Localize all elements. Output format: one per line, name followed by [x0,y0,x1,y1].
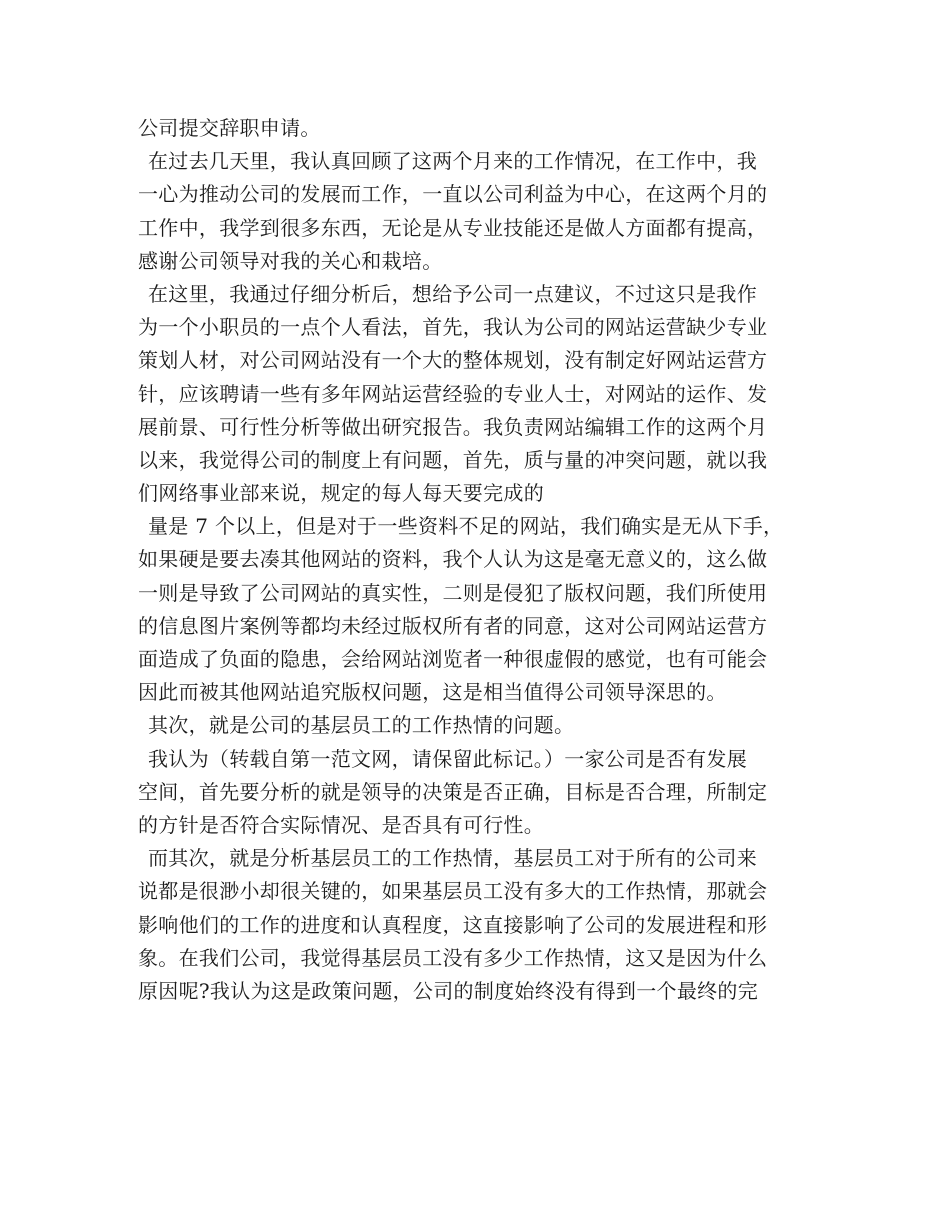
text-line: 影响他们的工作的进度和认真程度，这直接影响了公司的发展进程和形 [138,912,768,937]
text-line: 展前景、可行性分析等做出研究报告。我负责网站编辑工作的这两个月 [138,414,768,439]
document-page [138,112,828,1008]
text-line: 针，应该聘请一些有多年网站运营经验的专业人士，对网站的运作、发 [138,381,768,406]
text-line: 如果硬是要去凑其他网站的资料，我个人认为这是毫无意义的，这么做 [138,547,768,572]
text-line: 感谢公司领导对我的关心和栽培。 [138,248,443,273]
text-line: 为一个小职员的一点个人看法，首先，我认为公司的网站运营缺少专业 [138,315,768,340]
text-line: 公司提交辞职申请。 [138,116,321,140]
paragraph [138,842,828,1008]
paragraph [138,743,828,843]
text-line: 以来，我觉得公司的制度上有问题，首先，质与量的冲突问题，就以我 [138,447,768,472]
text-line: 原因呢?我认为这是政策问题，公司的制度始终没有得到一个最终的完 [138,978,759,1003]
text-line: 面造成了负面的隐患，会给网站浏览者一种很虚假的感觉，也有可能会 [138,647,768,671]
text-line: 一心为推动公司的发展而工作，一直以公司利益为中心，在这两个月的 [138,182,768,207]
text-line: 其次，就是公司的基层员工的工作热情的问题。 [148,713,575,738]
text-line: 策划人材，对公司网站没有一个大的整体规划，没有制定好网站运营方 [138,348,768,373]
text-line: 在这里，我通过仔细分析后，想给予公司一点建议，不过这只是我作 [148,281,757,306]
text-line: 量是 7 个以上，但是对于一些资料不足的网站，我们确实是无从下手， [148,514,784,539]
text-line: 象。在我们公司，我觉得基层员工没有多少工作热情，这又是因为什么 [138,945,768,970]
text-line: 说都是很渺小却很关键的，如果基层员工没有多大的工作热情，那就会 [138,879,768,904]
paragraph [138,145,828,278]
text-line: 的信息图片案例等都均未经过版权所有者的同意，这对公司网站运营方 [138,613,768,638]
paragraph [138,278,828,510]
paragraph [138,709,828,742]
text-line: 工作中，我学到很多东西，无论是从专业技能还是做人方面都有提高， [138,215,768,240]
text-line: 一则是导致了公司网站的真实性，二则是侵犯了版权问题，我们所使用 [138,580,768,605]
text-line: 我认为（转载自第一范文网，请保留此标记。）一家公司是否有发展 [148,746,747,771]
text-line: 因此而被其他网站追究版权问题，这是相当值得公司领导深思的。 [138,680,727,705]
text-line: 在过去几天里，我认真回顾了这两个月来的工作情况，在工作中，我 [148,149,757,174]
paragraph [138,112,828,145]
text-line: 而其次，就是分析基层员工的工作热情，基层员工对于所有的公司来 [148,846,757,871]
text-line: 的方针是否符合实际情况、是否具有可行性。 [138,812,544,837]
paragraph [138,510,828,709]
text-line: 们网络事业部来说，规定的每人每天要完成的 [138,481,544,506]
text-line: 空间，首先要分析的就是领导的决策是否正确，目标是否合理，所制定 [138,779,768,804]
